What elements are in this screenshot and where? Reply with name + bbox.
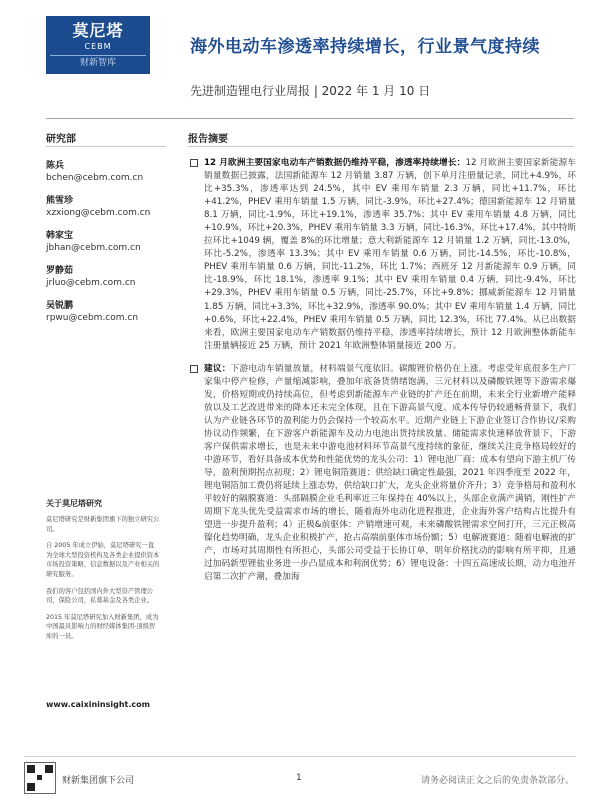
- summary-paragraph: [190, 363, 576, 585]
- page-number: 1: [296, 773, 302, 783]
- analyst-item: [46, 160, 176, 185]
- brand-logo: [46, 16, 150, 74]
- paragraph-lead: 建议：: [204, 363, 231, 374]
- research-dept-label: 研究部: [46, 134, 76, 145]
- about-paragraph: 2015 年莫尼塔研究加入财新集团，成为中国最具影响力的财经媒体集团-顶级智库的一员。: [46, 613, 159, 640]
- analyst-name: 罗静茹: [46, 266, 74, 276]
- analyst-name: 陈兵: [46, 161, 65, 171]
- analyst-item: [46, 230, 176, 255]
- analyst-email[interactable]: xzxiong@cebm.com.cn: [46, 208, 151, 218]
- footer-disclaimer: 请务必阅读正文之后的免责条款部分。: [420, 776, 574, 786]
- analyst-email[interactable]: jbhan@cebm.com.cn: [46, 243, 141, 253]
- analyst-name: 吴锐鹏: [46, 301, 74, 311]
- square-bullet-icon: [190, 159, 198, 167]
- research-dept-divider: [46, 146, 166, 147]
- about-paragraph: 莫尼塔研究是财新集团旗下的独立研究公司。: [46, 516, 160, 533]
- footer-divider: [24, 756, 576, 757]
- website-link[interactable]: www.caixininsight.com: [46, 700, 150, 709]
- analyst-item: [46, 300, 176, 325]
- paragraph-body: 12 月欧洲主要国家新能源车销量数据已披露，法国新能源车 12 月销量 3.87 万辆，创下单月注册量记录，同比+4.9%，环比+35.3%，渗透率达到 24.5%，其中 EV 乘用车销量 2.3 万辆，同比+11.7%，环比+41.2%，PHEV 乘用车销量 1.5 万辆，同比-3.9%，环比+27.4%；德国新能源车 12 月销量 8.1 万辆，同比-1.9%，环比+19.1%，渗透率 35.7%；其中 EV 乘用车销量 4.8 万辆，同比+10.9%，环比+20.3%，PHEV 乘用车销量 3.3 万辆，同比-16.3%，环比+17.4%，其中特斯拉环比+1049 辆，覆盖 8%的环比增量；意大利新能源车 12 月销量 1.2 万辆，同比-13.0%，环比-5.2%，渗透率 13.3%；其中 EV 乘用车销量 0.6 万辆，同比-14.5%，环比-10.8%，PHEV 乘用车销量 0.6 万辆，同比-11.2%，环比 1.7%；西班牙 12 月新能源车 0.9 万辆，同比-18.9%，环比 18.1%，渗透率 9.1%；其中 EV 乘用车销量 0.4 万辆，同比-9.4%，环比+29.3%，PHEV 乘用车销量 0.5 万辆，同比-25.7%，环比+9.8%；挪威新能源车 12 月销量 1.85 万辆，同比+3.3%，环比+32.9%，渗透率 90.0%；其中 EV 乘用车销量 1.4 万辆，同比+0.6%，环比+22.4%，PHEV 乘用车销量 0.5 万辆，同比 12.3%，环比 77.4%。从已出数据来看，欧洲主要国家电动车产销数据仍维持平稳，渗透率持续增长，预计 12 月欧洲整体新能车注册量辆接近 25 万辆，预计 2021 年欧洲整体销量接近 200 万。: [204, 158, 576, 351]
- about-title: 关于莫尼塔研究: [46, 499, 102, 508]
- brand-name-cn: 莫尼塔: [72, 21, 124, 40]
- summary-divider: [188, 146, 574, 147]
- analyst-list: [46, 160, 176, 335]
- analyst-email[interactable]: jrluo@cebm.com.cn: [46, 278, 136, 288]
- paragraph-body: 下游电动车销量放量，材料端景气度依旧。碳酸锂价格仍在上涨。考虑受年底很多生产厂家集中停产检修，产量缩减影响，叠加年底备货情绪饱满，三元材料以及磷酸铁锂等下游需求爆发，价格短期或仍持续高位，但考虑到新能源车产业链的扩产还在前期，未来全行业新增产能释放以及工艺改进带来的降本还未完全体现，且在下游高景气度、成本传导仍较通畅背景下，我们认为产业链各环节的盈利能力仍会保持一个较高水平。近期产业链上下游企业签订合作协议/采购协议动作频繁，在下游客户新能源车及动力电池出货持续放量、储能需求快速释放背景下，下游客户保供需求增长，也是未来中游电池材料环节高景气度持续的象征，继续关注竞争格局较好的中游环节，看好具备成本优势和性能优势的龙头公司：1）锂电池厂商：成本有望向下游主机厂传导，盈利预期拐点初现；2）锂电铜箔赛道：供给缺口确定性最强，2021 年四季度至 2022 年，锂电铜箔加工费仍将延续上涨态势，供给缺口扩大，龙头企业将量价齐升；3）竞争格局和盈利水平较好的隔膜赛道：头部隔膜企业毛利率近三年保持在 40%以上，头部企业满产满销，刚性扩产周期下龙头优先受益需求市场的增长，随着海外电动化进程推进，企业海外客户结构占比提升有望进一步提升盈利；4）正极&前驱体：产销增速可观，未来磷酸铁锂需求空间打开，三元正极高镍化趋势明确，龙头企业积极扩产，抢占高端前驱体市场份额；5）电解液赛道：随着电解液的扩产，市场对其周期性有所担心，头部公司受益于长协订单，明年价格扰动的影响有所平抑，且通过加码新型锂盐业务进一步凸显成本和利润优势；6）锂电设备：十四五高速成长期，动力电池开启第二次扩产潮，叠加海: [204, 363, 577, 583]
- header-divider: [46, 118, 574, 119]
- analyst-email[interactable]: bchen@cebm.com.cn: [46, 173, 144, 183]
- analyst-item: [46, 265, 176, 290]
- about-paragraph: 我们的客户包括国内外大型资产管理公司，保险公司，私募基金及各类企业。: [46, 587, 154, 605]
- report-title: 海外电动车渗透率持续增长，行业景气度持续: [190, 37, 540, 57]
- square-bullet-icon: [190, 365, 198, 373]
- summary-paragraph: [190, 157, 576, 353]
- footer-company: 财新集团旗下公司: [62, 776, 135, 786]
- analyst-name: 熊雪珍: [46, 196, 74, 206]
- analyst-item: [46, 195, 176, 220]
- analyst-email[interactable]: rpwu@cebm.com.cn: [46, 313, 139, 323]
- about-paragraph: 自 2005 年成立伊始，莫尼塔研究一直为全球大型投资机构及各类企业提供资本市场投资策略、信息数据以及产业相关的研究服务。: [46, 542, 160, 578]
- analyst-name: 韩家宝: [46, 231, 74, 241]
- about-section: [46, 498, 160, 649]
- qr-code-icon: [24, 762, 56, 794]
- brand-sub: 财新智库: [50, 55, 146, 70]
- summary-label: 报告摘要: [188, 134, 228, 145]
- report-subtitle: 先进制造锂电行业周报 | 2022 年 1 月 10 日: [190, 84, 431, 98]
- summary-body: [190, 157, 576, 595]
- brand-name-en: CEBM: [84, 42, 112, 51]
- paragraph-lead: 12 月欧洲主要国家电动车产销数据仍维持平稳，渗透率持续增长：: [204, 158, 466, 168]
